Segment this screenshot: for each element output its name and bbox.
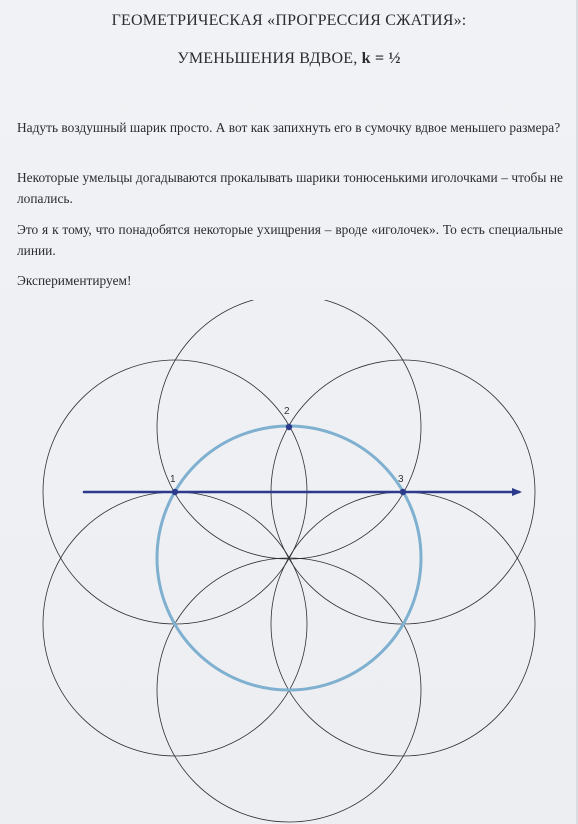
outer-circles [43, 300, 535, 822]
point-label-3: 3 [398, 474, 404, 485]
paragraph-2: Некоторые умельцы догадываются прокалывать шарики тонюсенькими иголочками – чтобы не лопались. [17, 170, 563, 206]
paragraph-1: Надуть воздушный шарик просто. А вот как запихнуть его в сумочку вдвое меньшего размера? [17, 120, 561, 135]
point-3-marker [400, 489, 406, 495]
point-1-marker [172, 489, 178, 495]
subtitle-text: УМЕНЬШЕНИЯ ВДВОЕ, [177, 50, 362, 67]
point-label-1: 1 [170, 474, 176, 485]
point-2-marker [286, 424, 292, 430]
paragraph-4: Экспериментируем! [17, 273, 132, 288]
geometry-figure [0, 300, 578, 824]
page-title: ГЕОМЕТРИЧЕСКАЯ «ПРОГРЕССИЯ СЖАТИЯ»: [111, 12, 467, 29]
line-arrow-tip [512, 488, 522, 496]
paragraph-3: Это я к тому, что понадобятся некоторые ухищрения – вроде «иголочек». То есть специальные линии. [17, 222, 563, 258]
subtitle-formula: k = ½ [361, 50, 401, 67]
page-subtitle [0, 50, 578, 68]
point-label-2: 2 [284, 406, 290, 417]
